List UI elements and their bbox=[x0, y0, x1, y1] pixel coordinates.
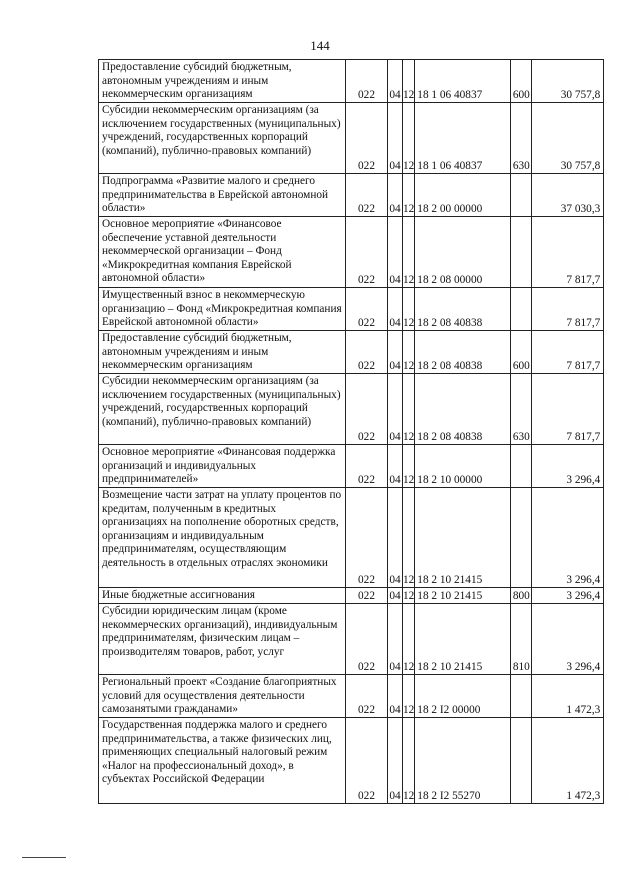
subsection-code: 12 bbox=[403, 331, 415, 374]
table-row bbox=[99, 174, 604, 217]
row-name: Предоставление субсидий бюджетным, автономным учреждениям и иным некоммерческим организациям bbox=[99, 331, 346, 374]
expense-type-code: 810 bbox=[511, 604, 532, 675]
amount: 30 757,8 bbox=[532, 60, 604, 103]
subsection-code: 12 bbox=[403, 288, 415, 331]
section-code: 04 bbox=[388, 174, 403, 217]
section-code: 04 bbox=[388, 217, 403, 288]
expense-type-code bbox=[511, 288, 532, 331]
subsection-code: 12 bbox=[403, 217, 415, 288]
amount: 3 296,4 bbox=[532, 488, 604, 588]
ministry-code: 022 bbox=[346, 604, 388, 675]
budget-table bbox=[98, 59, 604, 804]
subsection-code: 12 bbox=[403, 445, 415, 488]
ministry-code: 022 bbox=[346, 103, 388, 174]
subsection-code: 12 bbox=[403, 718, 415, 804]
target-article-code: 18 2 10 21415 bbox=[415, 588, 511, 604]
section-code: 04 bbox=[388, 604, 403, 675]
amount: 30 757,8 bbox=[532, 103, 604, 174]
table-row bbox=[99, 488, 604, 588]
expense-type-code bbox=[511, 174, 532, 217]
row-name: Подпрограмма «Развитие малого и среднего предпринимательства в Еврейской автономной области» bbox=[99, 174, 346, 217]
target-article-code: 18 2 10 21415 bbox=[415, 604, 511, 675]
row-name: Региональный проект «Создание благоприятных условий для осуществления деятельности самозанятыми гражданами» bbox=[99, 675, 346, 718]
ministry-code: 022 bbox=[346, 675, 388, 718]
section-code: 04 bbox=[388, 60, 403, 103]
amount: 3 296,4 bbox=[532, 604, 604, 675]
row-name: Субсидии юридическим лицам (кроме некоммерческих организаций), индивидуальным предпринимателям, физическим лицам – производителям товаров, работ, услуг bbox=[99, 604, 346, 675]
amount: 1 472,3 bbox=[532, 675, 604, 718]
amount: 1 472,3 bbox=[532, 718, 604, 804]
table-row bbox=[99, 217, 604, 288]
table-row bbox=[99, 445, 604, 488]
subsection-code: 12 bbox=[403, 103, 415, 174]
expense-type-code: 600 bbox=[511, 60, 532, 103]
page-number: 144 bbox=[310, 38, 330, 53]
section-code: 04 bbox=[388, 374, 403, 445]
section-code: 04 bbox=[388, 488, 403, 588]
section-code: 04 bbox=[388, 718, 403, 804]
row-name: Государственная поддержка малого и среднего предпринимательства, а также физических лиц, применяющих специальный налоговый режим «Налог на профессиональный доход», в субъектах Российской Федерации bbox=[99, 718, 346, 804]
amount: 3 296,4 bbox=[532, 445, 604, 488]
ministry-code: 022 bbox=[346, 174, 388, 217]
amount: 7 817,7 bbox=[532, 217, 604, 288]
amount: 3 296,4 bbox=[532, 588, 604, 604]
table-row bbox=[99, 60, 604, 103]
amount: 7 817,7 bbox=[532, 288, 604, 331]
table-row bbox=[99, 288, 604, 331]
table-row bbox=[99, 675, 604, 718]
expense-type-code bbox=[511, 217, 532, 288]
section-code: 04 bbox=[388, 331, 403, 374]
ministry-code: 022 bbox=[346, 588, 388, 604]
row-name: Субсидии некоммерческим организациям (за исключением государственных (муниципальных) учреждений, государственных корпораций (компаний), публично-правовых компаний) bbox=[99, 103, 346, 174]
subsection-code: 12 bbox=[403, 604, 415, 675]
subsection-code: 12 bbox=[403, 60, 415, 103]
expense-type-code bbox=[511, 445, 532, 488]
target-article-code: 18 1 06 40837 bbox=[415, 60, 511, 103]
target-article-code: 18 2 10 00000 bbox=[415, 445, 511, 488]
section-code: 04 bbox=[388, 103, 403, 174]
row-name: Субсидии некоммерческим организациям (за исключением государственных (муниципальных) учреждений, государственных корпораций (компаний), публично-правовых компаний) bbox=[99, 374, 346, 445]
ministry-code: 022 bbox=[346, 445, 388, 488]
expense-type-code bbox=[511, 675, 532, 718]
section-code: 04 bbox=[388, 675, 403, 718]
row-name: Основное мероприятие «Финансовое обеспечение уставной деятельности некоммерческой организации – Фонд «Микрокредитная компания Еврейской автономной области» bbox=[99, 217, 346, 288]
ministry-code: 022 bbox=[346, 488, 388, 588]
ministry-code: 022 bbox=[346, 60, 388, 103]
subsection-code: 12 bbox=[403, 374, 415, 445]
table-row bbox=[99, 103, 604, 174]
amount: 37 030,3 bbox=[532, 174, 604, 217]
table-row bbox=[99, 718, 604, 804]
row-name: Основное мероприятие «Финансовая поддержка организаций и индивидуальных предпринимателей» bbox=[99, 445, 346, 488]
target-article-code: 18 2 08 40838 bbox=[415, 288, 511, 331]
subsection-code: 12 bbox=[403, 675, 415, 718]
row-name: Иные бюджетные ассигнования bbox=[99, 588, 346, 604]
table-row bbox=[99, 604, 604, 675]
subsection-code: 12 bbox=[403, 589, 415, 602]
target-article-code: 18 2 I2 00000 bbox=[415, 675, 511, 718]
expense-type-code bbox=[511, 718, 532, 804]
section-code: 04 bbox=[388, 288, 403, 331]
target-article-code: 18 2 08 40838 bbox=[415, 331, 511, 374]
target-article-code: 18 1 06 40837 bbox=[415, 103, 511, 174]
subsection-code: 12 bbox=[403, 488, 415, 588]
target-article-code: 18 2 08 00000 bbox=[415, 217, 511, 288]
ministry-code: 022 bbox=[346, 331, 388, 374]
subsection-code: 12 bbox=[403, 174, 415, 217]
row-name: Возмещение части затрат на уплату процентов по кредитам, полученным в кредитных организациях на пополнение оборотных средств, организациям и индивидуальным предпринимателям, осуществляющим деятельность в отдельных отраслях экономики bbox=[99, 488, 346, 588]
table-row bbox=[99, 374, 604, 445]
ministry-code: 022 bbox=[346, 217, 388, 288]
table-row bbox=[99, 588, 604, 604]
row-name: Имущественный взнос в некоммерческую организацию – Фонд «Микрокредитная компания Еврейской автономной области» bbox=[99, 288, 346, 331]
expense-type-code: 600 bbox=[511, 331, 532, 374]
ministry-code: 022 bbox=[346, 374, 388, 445]
amount: 7 817,7 bbox=[532, 374, 604, 445]
target-article-code: 18 2 10 21415 bbox=[415, 488, 511, 588]
expense-type-code: 800 bbox=[511, 588, 532, 604]
section-code: 04 bbox=[388, 445, 403, 488]
section-code: 04 bbox=[389, 589, 401, 602]
amount: 7 817,7 bbox=[532, 331, 604, 374]
ministry-code: 022 bbox=[346, 288, 388, 331]
target-article-code: 18 2 I2 55270 bbox=[415, 718, 511, 804]
table-row bbox=[99, 331, 604, 374]
expense-type-code: 630 bbox=[511, 103, 532, 174]
row-name: Предоставление субсидий бюджетным, автономным учреждениям и иным некоммерческим организациям bbox=[99, 60, 346, 103]
expense-type-code bbox=[511, 488, 532, 588]
target-article-code: 18 2 08 40838 bbox=[415, 374, 511, 445]
footer-divider bbox=[22, 857, 66, 858]
ministry-code: 022 bbox=[346, 718, 388, 804]
target-article-code: 18 2 00 00000 bbox=[415, 174, 511, 217]
expense-type-code: 630 bbox=[511, 374, 532, 445]
